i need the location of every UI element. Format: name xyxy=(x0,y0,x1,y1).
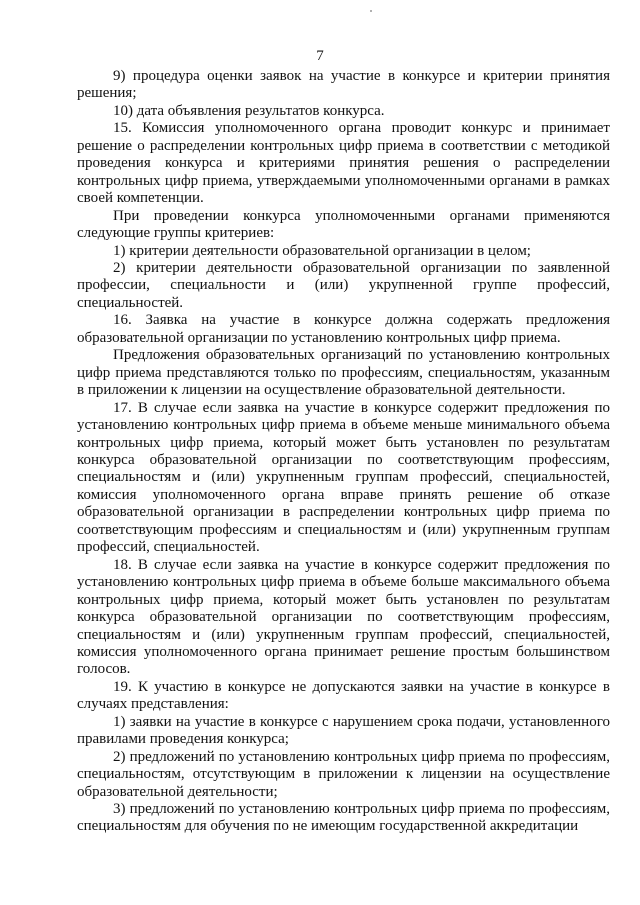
paragraph-clause-15: 15. Комиссия уполномоченного органа проводит конкурс и принимает решение о распределении контрольных цифр приема в соответствии с методикой проведения конкурса и критериями принятия решения о распределении контрольных цифр приема, утверждаемыми уполномоченными органами в рамках своей компетенции. xyxy=(77,120,610,207)
paragraph-exclusion-3: 3) предложений по установлению контрольных цифр приема по профессиям, специальностям для обучения по не имеющим государственной аккредитации xyxy=(77,801,610,835)
paragraph-clause-19: 19. К участию в конкурсе не допускаются заявки на участие в конкурсе в случаях представления: xyxy=(77,678,610,713)
paragraph-item-9: 9) процедура оценки заявок на участие в конкурсе и критерии принятия решения; xyxy=(77,68,610,102)
paragraph-exclusion-1: 1) заявки на участие в конкурсе с нарушением срока подачи, установленного правилами проведения конкурса; xyxy=(77,713,610,748)
document-body xyxy=(77,68,610,836)
paragraph-exclusion-2: 2) предложений по установлению контрольных цифр приема по профессиям, специальностям, отсутствующим в приложении к лицензии на осуществление образовательной деятельности; xyxy=(77,748,610,800)
page-number: 7 xyxy=(316,48,324,64)
paragraph-clause-18: 18. В случае если заявка на участие в конкурсе содержит предложения по установлению контрольных цифр приема в объеме больше максимального объема контрольных цифр приема, который может быть установлен по результатам конкурса образовательной организации по соответствующим профессиям, специальностям и (или) укрупненным группам профессий, специальностей, комиссия уполномоченного органа принимает решение простым большинством голосов. xyxy=(77,556,610,678)
paragraph-proposals: Предложения образовательных организаций по установлению контрольных цифр приема представляются только по профессиям, специальностям, указанным в приложении к лицензии на осуществление образовательной деятельности. xyxy=(77,347,610,399)
paragraph-criteria-intro: При проведении конкурса уполномоченными органами применяются следующие группы критериев: xyxy=(77,207,610,242)
scan-speck xyxy=(370,10,372,12)
paragraph-item-10: 10) дата объявления результатов конкурса. xyxy=(113,102,385,119)
paragraph-clause-16: 16. Заявка на участие в конкурсе должна содержать предложения образовательной организации по установлению контрольных цифр приема. xyxy=(77,312,610,346)
paragraph-clause-17: 17. В случае если заявка на участие в конкурсе содержит предложения по установлению контрольных цифр приема в объеме меньше минимального объема контрольных цифр приема, который может быть установлен по результатам конкурса образовательной организации по соответствующим профессиям, специальностям и (или) укрупненным группам профессий, специальностей, комиссия уполномоченного органа вправе принять решение об отказе образовательной организации в распределении контрольных цифр приема по соответствующим профессиям и специальностям и (или) укрупненным группам профессий, специальностей. xyxy=(77,399,610,556)
paragraph-criteria-2: 2) критерии деятельности образовательной организации по заявленной профессии, специальности и (или) укрупненной группе профессий, специальностей. xyxy=(77,259,610,311)
paragraph-criteria-1: 1) критерии деятельности образовательной организации в целом; xyxy=(113,242,531,259)
